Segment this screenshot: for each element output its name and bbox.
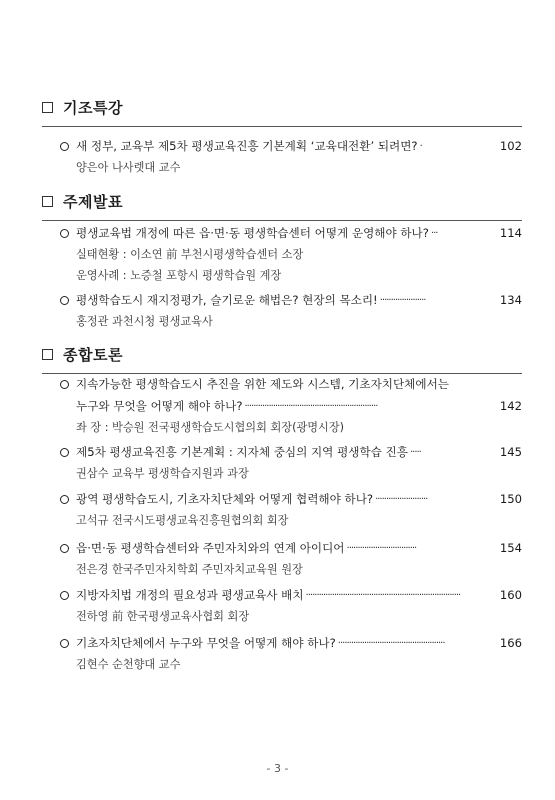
section-header <box>42 190 522 212</box>
toc-entry-title: 읍·면·동 평생학습센터와 주민자치와의 연계 아이디어 <box>76 541 345 555</box>
page-number: 102 <box>497 135 522 157</box>
dot-leader: ····················· <box>379 295 426 306</box>
dot-leader: ································ <box>346 543 417 554</box>
toc-entry-title: 광역 평생학습도시, 기초자치단체와 어떻게 협력해야 하나? <box>76 492 374 506</box>
toc-entry[interactable] <box>60 441 522 484</box>
page-number: 160 <box>497 584 522 606</box>
circle-bullet-icon <box>60 448 69 457</box>
toc-entry-presenter: 양은아 나사렛대 교수 <box>76 161 181 174</box>
square-bullet-icon <box>42 196 53 207</box>
square-bullet-icon <box>42 349 53 360</box>
dot-leader: ····························································· <box>244 401 378 412</box>
section-presentations <box>42 190 522 221</box>
toc-entry[interactable] <box>60 222 522 286</box>
toc-entry-title: 제5차 평생교육진흥 기본계획 : 지자체 중심의 지역 평생학습 진흥 <box>76 445 408 459</box>
circle-bullet-icon <box>60 544 69 553</box>
page-number: 145 <box>497 441 522 463</box>
page-number: 114 <box>497 222 522 244</box>
circle-bullet-icon <box>60 296 69 305</box>
section-header <box>42 96 522 118</box>
toc-entry-title: 새 정부, 교육부 제5차 평생교육진흥 기본계획 ‘교육대전환’ 되려면? <box>76 139 418 153</box>
toc-entry[interactable] <box>60 373 522 438</box>
page-number: 142 <box>497 395 522 417</box>
toc-entry-presenter: 김현수 순천향대 교수 <box>76 658 181 671</box>
toc-entry-presenter: 전은경 한국주민자치학회 주민자치교육원 원장 <box>76 563 303 576</box>
section-divider <box>42 220 522 221</box>
section-divider <box>42 126 522 127</box>
toc-entry-title: 평생교육법 개정에 따른 읍·면·동 평생학습센터 어떻게 운영해야 하나? <box>76 226 429 240</box>
page-number: 154 <box>497 537 522 559</box>
toc-entry-presenter: 실태현황 : 이소연 前 부천시평생학습센터 소장 <box>76 248 304 261</box>
section-title: 기조특강 <box>63 98 123 117</box>
section-keynote <box>42 96 522 127</box>
circle-bullet-icon <box>60 495 69 504</box>
toc-entry-presenter: 운영사례 : 노증철 포항시 평생학습원 계장 <box>76 269 282 282</box>
toc-entry-line-continued <box>60 395 522 417</box>
toc-entry-title-continued: 누구와 무엇을 어떻게 해야 하나? <box>76 399 243 413</box>
toc-entry-presenter: 전하영 前 한국평생교육사협회 회장 <box>76 610 250 623</box>
toc-entry[interactable] <box>60 584 522 627</box>
toc-entry-title: 평생학습도시 재지정평가, 슬기로운 해법은? 현장의 목소리! <box>76 293 378 307</box>
circle-bullet-icon <box>60 229 69 238</box>
toc-entry[interactable] <box>60 537 522 580</box>
toc-entry-line <box>60 488 522 510</box>
section-discussion <box>42 343 522 374</box>
toc-entry-line <box>60 222 522 244</box>
circle-bullet-icon <box>60 380 69 389</box>
toc-entry-presenter: 홍정관 과천시청 평생교육사 <box>76 315 213 328</box>
toc-entry-title: 지속가능한 평생학습도시 추진을 위한 제도와 시스템, 기초자치단체에서는 <box>76 377 449 391</box>
circle-bullet-icon <box>60 639 69 648</box>
circle-bullet-icon <box>60 591 69 600</box>
toc-entry-line <box>60 135 522 157</box>
toc-entry[interactable] <box>60 632 522 675</box>
toc-entry-line <box>60 537 522 559</box>
section-header <box>42 343 522 365</box>
dot-leader: ··· <box>430 228 438 239</box>
square-bullet-icon <box>42 102 53 113</box>
toc-entry-line <box>60 584 522 606</box>
toc-entry-line <box>60 373 522 395</box>
dot-leader: · <box>419 141 422 152</box>
page-footer-number: - 3 - <box>266 762 289 775</box>
dot-leader: ························ <box>375 494 428 505</box>
dot-leader: ················································· <box>337 638 445 649</box>
toc-entry-presenter: 좌 장 : 박승원 전국평생학습도시협의회 회장(광명시장) <box>76 421 345 434</box>
toc-entry-presenter: 고석규 전국시도평생교육진흥원협의회 회장 <box>76 514 289 527</box>
page-number: 134 <box>497 289 522 311</box>
dot-leader: ····· <box>409 447 421 458</box>
toc-entry-line <box>60 441 522 463</box>
page-number: 166 <box>497 632 522 654</box>
toc-entry[interactable] <box>60 488 522 531</box>
toc-entry-presenter: 권삼수 교육부 평생학습지원과 과장 <box>76 467 249 480</box>
toc-entry[interactable] <box>60 289 522 332</box>
section-title: 주제발표 <box>63 192 123 211</box>
toc-entry[interactable] <box>60 135 522 178</box>
toc-entry-line <box>60 289 522 311</box>
toc-entry-line <box>60 632 522 654</box>
page-number: 150 <box>497 488 522 510</box>
dot-leader: ······································································· <box>305 590 461 601</box>
circle-bullet-icon <box>60 142 69 151</box>
toc-entry-title: 기초자치단체에서 누구와 무엇을 어떻게 해야 하나? <box>76 636 336 650</box>
section-title: 종합토론 <box>63 345 123 364</box>
toc-entry-title: 지방자치법 개정의 필요성과 평생교육사 배치 <box>76 588 304 602</box>
